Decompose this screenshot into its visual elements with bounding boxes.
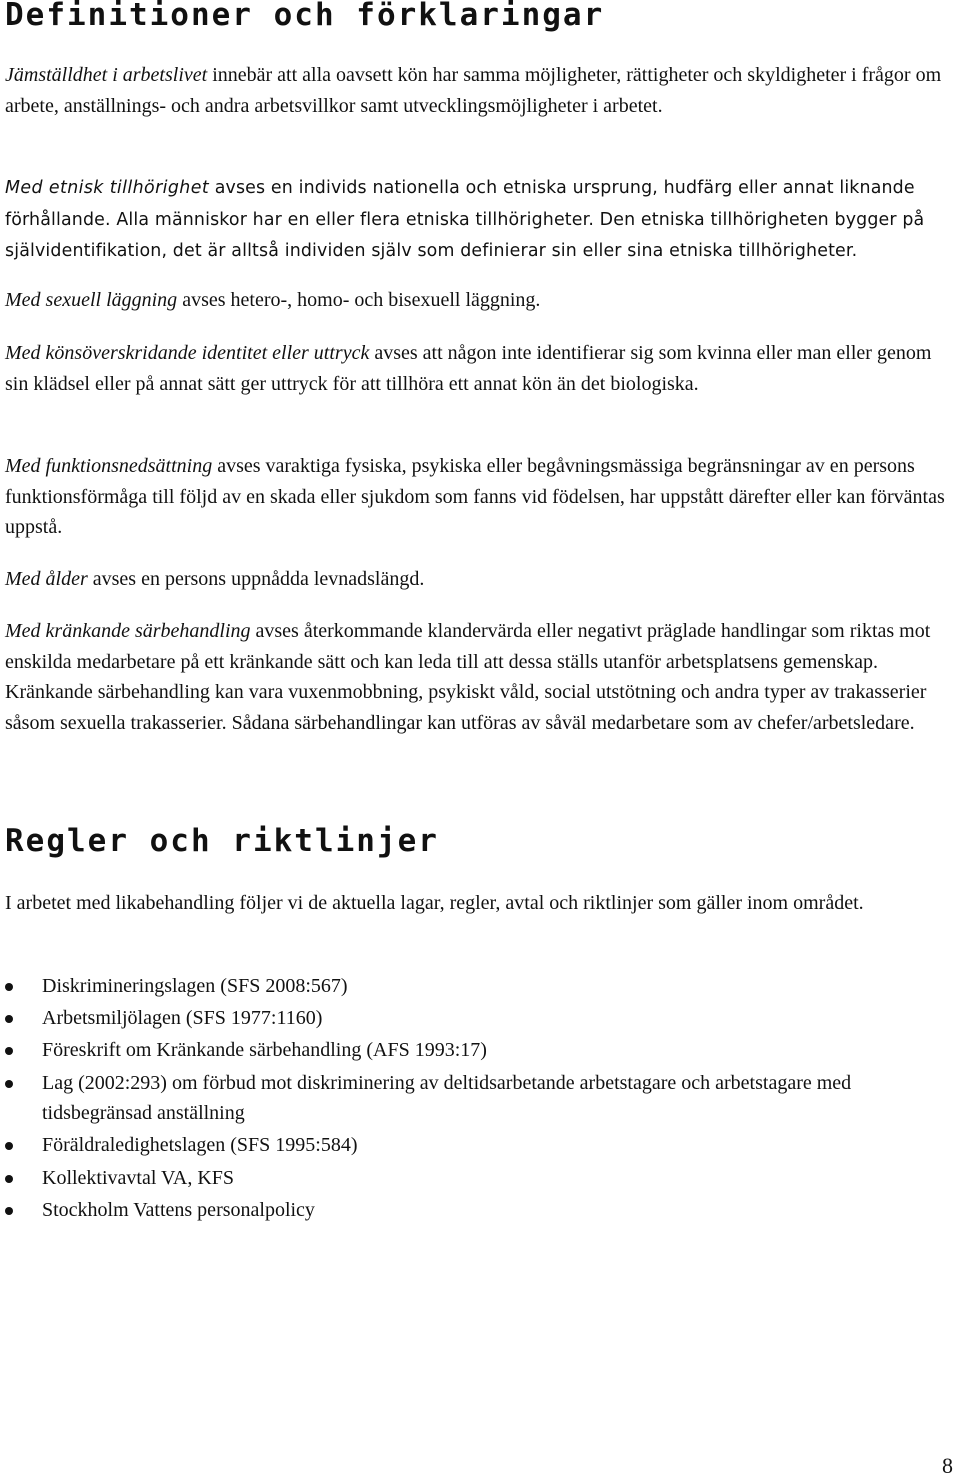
list-item-text: Stockholm Vattens personalpolicy <box>42 1198 315 1221</box>
definition-paragraph <box>5 564 955 595</box>
list-item <box>5 1163 955 1194</box>
definition-term: Med etnisk tillhörighet <box>5 178 210 198</box>
definition-text: avses varaktiga fysiska, psykiska eller begåvningsmässiga begränsningar av en persons funktionsförmåga till följd av en skada eller sjukdom som fanns vid födelsen, har uppstått därefter eller kan förväntas uppstå. <box>5 455 945 539</box>
definition-term: Med könsöverskridande identitet eller uttryck <box>5 342 370 364</box>
list-item <box>5 1195 955 1226</box>
definition-text: avses återkommande klandervärda eller negativt präglade handlingar som riktas mot enskilda medarbetare på ett kränkande sätt och kan leda till att dessa ställs utanför arbetsplatsens gemenskap. Kränkande särbehandling kan vara vuxenmobbning, psykiskt våld, social utstötning och andra typer av trakasserier såsom sexuella trakasserier. Sådana särbehandlingar kan utföras av såväl medarbetare som av chefer/arbetsledare. <box>5 620 931 734</box>
bullet-icon <box>5 1047 13 1055</box>
bullet-icon <box>5 983 13 991</box>
list-item <box>5 1068 955 1129</box>
definition-paragraph <box>5 285 955 316</box>
definition-paragraph <box>5 338 955 399</box>
rules-list <box>5 971 955 1227</box>
bullet-icon <box>5 1080 13 1088</box>
definition-term: Med kränkande särbehandling <box>5 620 251 642</box>
list-item-text: Lag (2002:293) om förbud mot diskriminering av deltidsarbetande arbetstagare och arbetstagare med tidsbegränsad anställning <box>42 1071 852 1125</box>
section-heading-rules: Regler och riktlinjer <box>5 823 439 859</box>
definition-text: avses att någon inte identifierar sig som kvinna eller man eller genom sin klädsel eller på annat sätt ger uttryck för att tillhöra ett annat kön än det biologiska. <box>5 342 932 395</box>
list-item-text: Kollektivavtal VA, KFS <box>42 1166 235 1189</box>
list-item-text: Föräldraledighetslagen (SFS 1995:584) <box>42 1134 358 1157</box>
definition-text: avses hetero-, homo- och bisexuell läggning. <box>177 289 541 311</box>
definition-term: Med ålder <box>5 568 88 590</box>
bullet-icon <box>5 1142 13 1150</box>
definition-paragraph <box>5 451 955 543</box>
list-item <box>5 1130 955 1161</box>
list-item-text: Föreskrift om Kränkande särbehandling (AFS 1993:17) <box>42 1039 487 1062</box>
definition-text: innebär att alla oavsett kön har samma möjligheter, rättigheter och skyldigheter i frågor om arbete, anställnings- och andra arbetsvillkor samt utvecklingsmöjligheter i arbetet. <box>5 64 942 117</box>
definition-text: avses en persons uppnådda levnadslängd. <box>87 568 425 590</box>
definition-paragraph <box>5 616 955 738</box>
definition-text: avses en individs nationella och etniska ursprung, hudfärg eller annat liknande förhållande. Alla människor har en eller flera etniska tillhörigheter. Den etniska tillhörigheten bygger på självidentifikation, det är alltså individen själv som definierar sin eller sina etniska tillhörigheter. <box>5 178 925 262</box>
rules-intro: I arbetet med likabehandling följer vi de aktuella lagar, regler, avtal och riktlinjer som gäller inom området. <box>5 892 864 914</box>
bullet-icon <box>5 1207 13 1215</box>
definition-paragraph <box>5 60 955 121</box>
list-item <box>5 1003 955 1034</box>
definition-term: Med funktionsnedsättning <box>5 455 213 477</box>
bullet-icon <box>5 1015 13 1023</box>
list-item-text: Diskrimineringslagen (SFS 2008:567) <box>42 975 348 997</box>
definition-paragraph <box>5 172 955 267</box>
list-item-text: Arbetsmiljölagen (SFS 1977:1160) <box>42 1007 323 1030</box>
section-heading-definitions: Definitioner och förklaringar <box>5 0 605 33</box>
definition-term: Jämställdhet i arbetslivet <box>5 64 208 86</box>
page-number: 8 <box>942 1453 953 1478</box>
definition-term: Med sexuell läggning <box>5 289 178 311</box>
bullet-icon <box>5 1175 13 1183</box>
list-item <box>5 971 955 1002</box>
list-item <box>5 1035 955 1066</box>
